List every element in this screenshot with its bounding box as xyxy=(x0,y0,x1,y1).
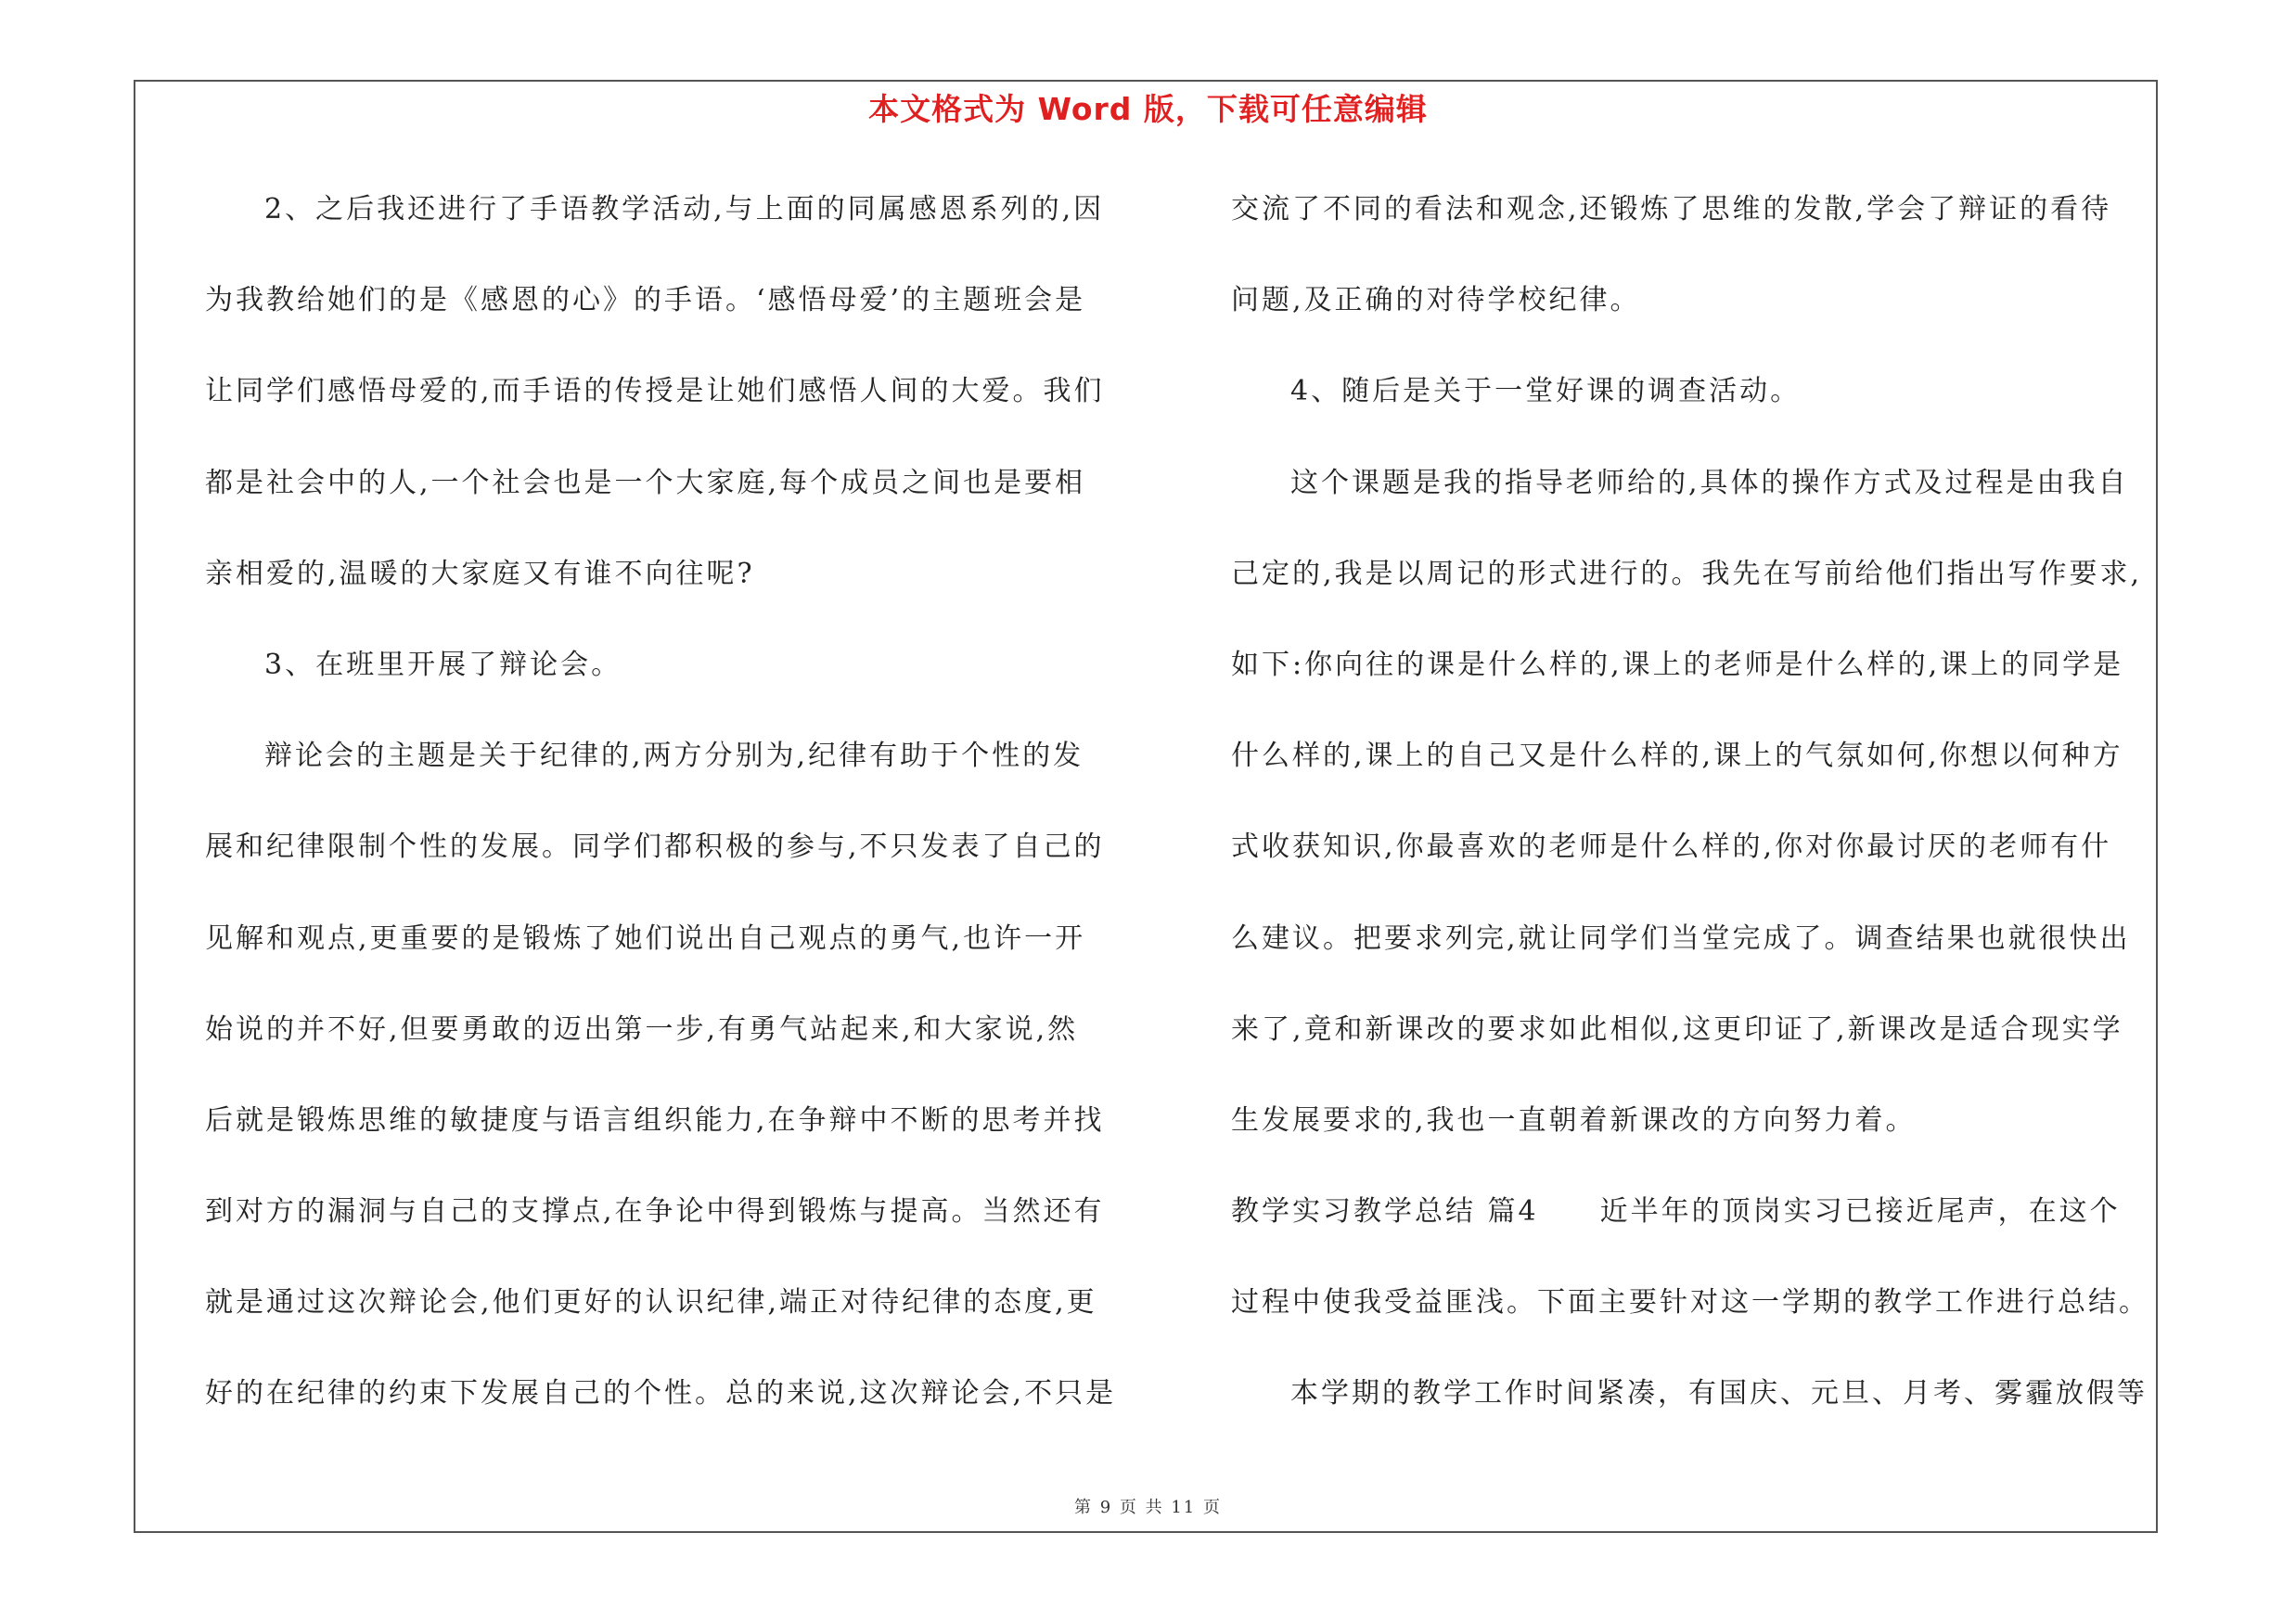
text-line: 2、之后我还进行了手语教学活动,与上面的同属感恩系列的,因 xyxy=(264,193,1105,225)
text-line: 什么样的,课上的自己又是什么样的,课上的气氛如何,你想以何种方 xyxy=(1231,740,2123,773)
text-line: 3、在班里开展了辩论会。 xyxy=(264,648,622,681)
text-line: 4、随后是关于一堂好课的调查活动。 xyxy=(1290,375,1802,408)
text-line: 都是社会中的人,一个社会也是一个大家庭,每个成员之间也是要相 xyxy=(205,466,1086,499)
text-line: 好的在纪律的约束下发展自己的个性。总的来说,这次辩论会,不只是 xyxy=(205,1377,1117,1410)
text-line: 后就是锻炼思维的敏捷度与语言组织能力,在争辩中不断的思考并找 xyxy=(205,1103,1105,1137)
text-line: 己定的,我是以周记的形式进行的。我先在写前给他们指出写作要求, xyxy=(1231,557,2143,590)
left-text-column xyxy=(205,182,1123,1458)
right-text-column xyxy=(1231,182,2168,1458)
text-line: 来了,竟和新课改的要求如此相似,这更印证了,新课改是适合现实学 xyxy=(1231,1012,2123,1046)
text-line: 为我教给她们的是《感恩的心》的手语。‘感悟母爱’的主题班会是 xyxy=(205,284,1086,317)
text-line: 见解和观点,更重要的是锻炼了她们说出自己观点的勇气,也许一开 xyxy=(205,921,1086,955)
text-line: 这个课题是我的指导老师给的,具体的操作方式及过程是由我自 xyxy=(1290,466,2129,499)
text-line: 交流了不同的看法和观念,还锻炼了思维的发散,学会了辩证的看待 xyxy=(1231,193,2112,225)
text-line: 到对方的漏洞与自己的支撑点,在争论中得到锻炼与提高。当然还有 xyxy=(205,1195,1105,1229)
text-line: 么建议。把要求列完,就让同学们当堂完成了。调查结果也就很快出 xyxy=(1231,921,2131,955)
text-line: 问题,及正确的对待学校纪律。 xyxy=(1231,284,1641,317)
text-line: 展和纪律限制个性的发展。同学们都积极的参与,不只发表了自己的 xyxy=(205,831,1105,864)
page-number: 第 9 页 共 11 页 xyxy=(1074,1498,1222,1517)
text-line: 式收获知识,你最喜欢的老师是什么样的,你对你最讨厌的老师有什 xyxy=(1231,831,2112,864)
text-line: 过程中使我受益匪浅。下面主要针对这一学期的教学工作进行总结。 xyxy=(1231,1286,2149,1320)
text-line: 本学期的教学工作时间紧凑，有国庆、元旦、月考、雾霾放假等 xyxy=(1290,1377,2148,1410)
text-line: 生发展要求的,我也一直朝着新课改的方向努力着。 xyxy=(1231,1103,1917,1137)
text-line: 就是通过这次辩论会,他们更好的认识纪律,端正对待纪律的态度,更 xyxy=(205,1286,1097,1320)
text-line: 让同学们感悟母爱的,而手语的传授是让她们感悟人间的大爱。我们 xyxy=(205,375,1105,408)
text-line: 亲相爱的,温暖的大家庭又有谁不向往呢? xyxy=(205,557,755,590)
text-line: 始说的并不好,但要勇敢的迈出第一步,有勇气站起来,和大家说,然 xyxy=(205,1012,1079,1046)
text-line: 辩论会的主题是关于纪律的,两方分别为,纪律有助于个性的发 xyxy=(264,740,1084,773)
text-line: 如下:你向往的课是什么样的,课上的老师是什么样的,课上的同学是 xyxy=(1231,648,2124,681)
section-heading-line: 教学实习教学总结 篇4 近半年的顶岗实习已接近尾声，在这个 xyxy=(1231,1195,2121,1229)
banner-title: 本文格式为 Word 版，下载可任意编辑 xyxy=(868,91,1428,127)
